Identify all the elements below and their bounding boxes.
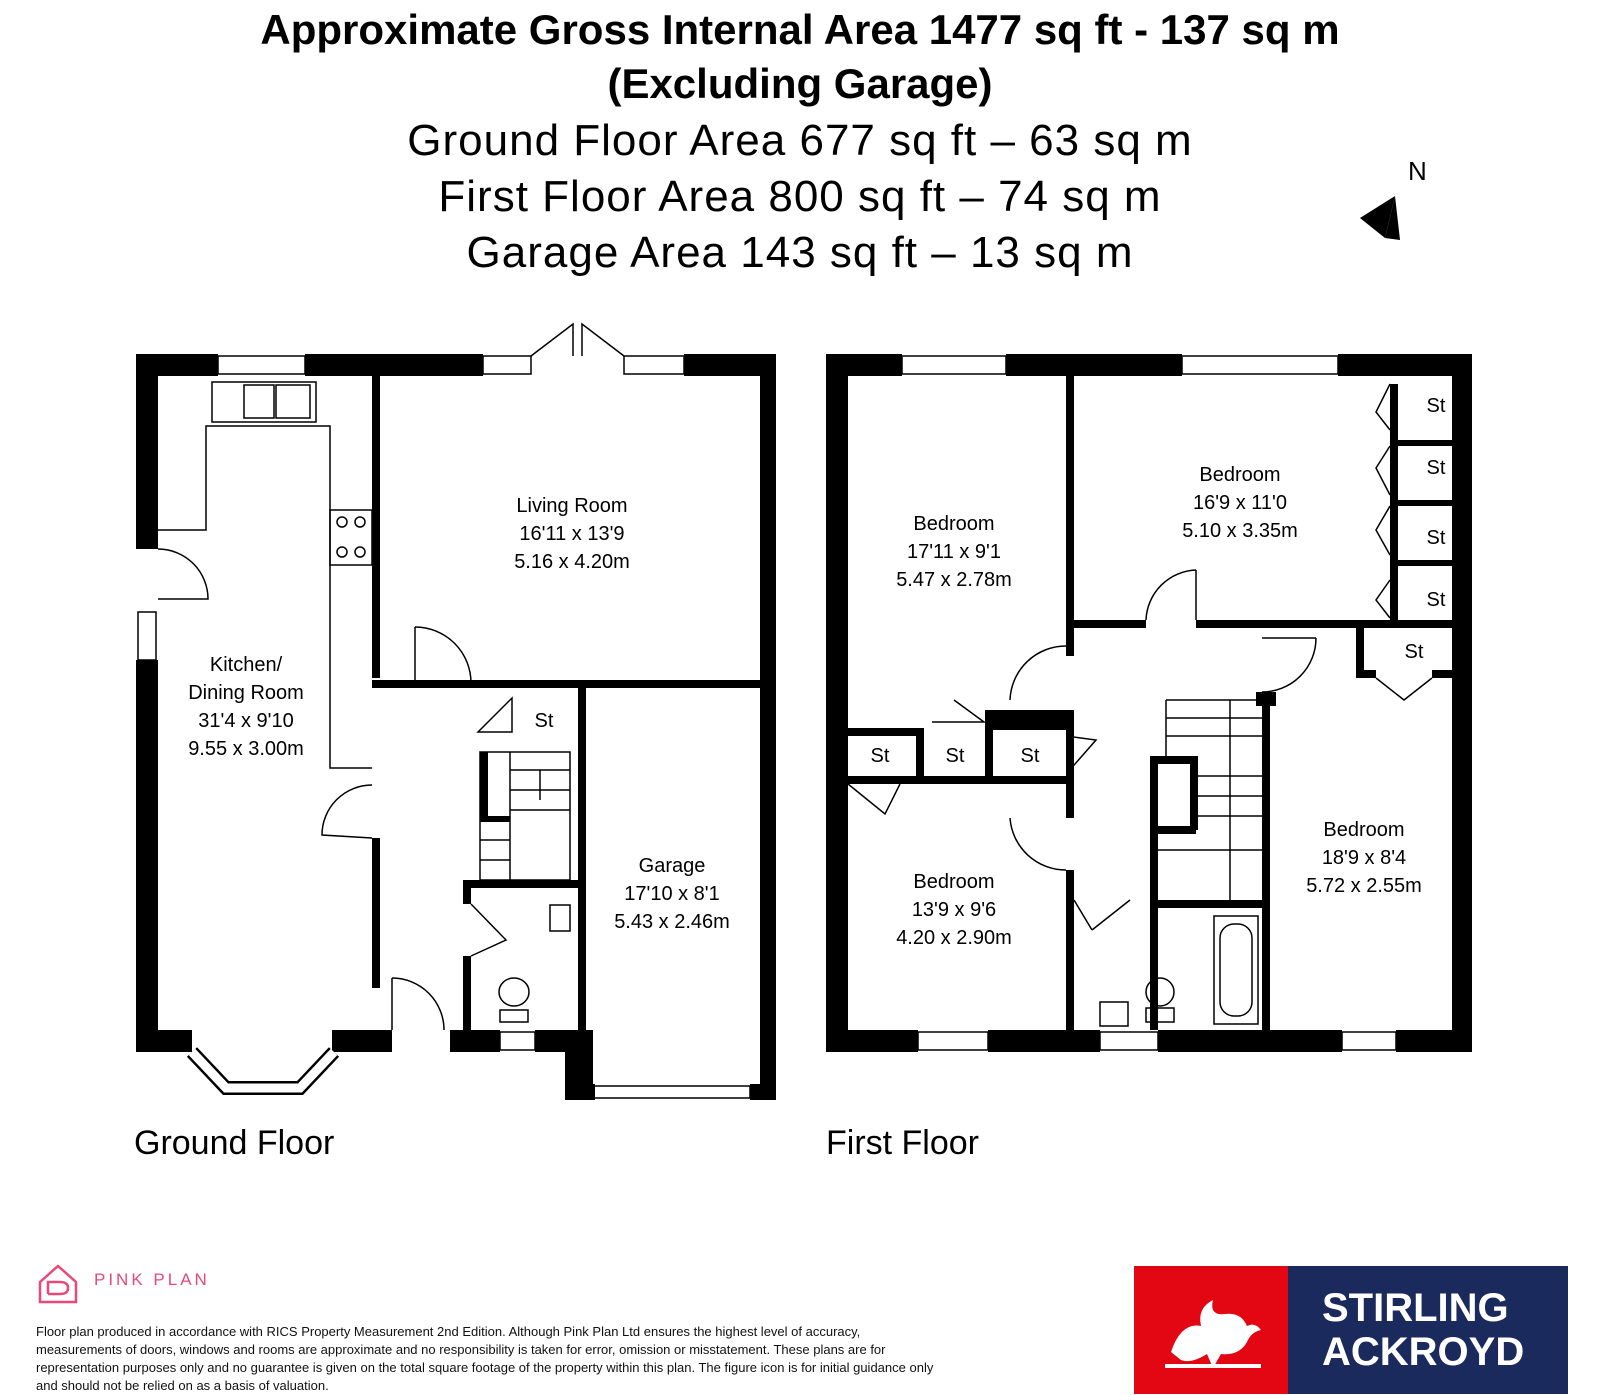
living-room-label xyxy=(514,495,630,573)
brand-line-1: STIRLING xyxy=(1322,1286,1509,1330)
garage-imperial: 17'10 x 8'1 xyxy=(624,883,720,905)
first-floor-area: First Floor Area 800 sq ft – 74 sq m xyxy=(438,172,1162,221)
area-subtitle: (Excluding Garage) xyxy=(607,60,993,107)
store-label: St xyxy=(1426,395,1446,417)
bedroom-2-label xyxy=(1182,464,1298,542)
ground-floor-area: Ground Floor Area 677 sq ft – 63 sq m xyxy=(407,116,1193,165)
bed2-metric: 5.10 x 3.35m xyxy=(1182,520,1298,542)
store-label: St xyxy=(1426,589,1446,611)
north-arrow-icon xyxy=(1360,156,1427,240)
ground-store-label: St xyxy=(534,710,554,732)
stirling-ackroyd-logo xyxy=(1134,1266,1568,1394)
living-imperial: 16'11 x 13'9 xyxy=(519,523,625,545)
store-label: St xyxy=(1426,457,1446,479)
area-title: Approximate Gross Internal Area 1477 sq ft - 137 sq m xyxy=(260,6,1340,53)
kitchen-name: Kitchen/ xyxy=(209,654,283,676)
griffin-icon xyxy=(1134,1266,1288,1394)
bedroom-3-label xyxy=(896,871,1012,949)
garage-area: Garage Area 143 sq ft – 13 sq m xyxy=(466,228,1134,277)
kitchen-label xyxy=(188,654,304,760)
bed4-name: Bedroom xyxy=(1323,819,1405,841)
bed1-metric: 5.47 x 2.78m xyxy=(896,569,1012,591)
bed2-name: Bedroom xyxy=(1199,464,1281,486)
bed1-imperial: 17'11 x 9'1 xyxy=(906,541,1002,563)
bedroom-1-label xyxy=(896,513,1012,591)
bedroom-4-label xyxy=(1306,819,1422,897)
store-label: St xyxy=(1404,641,1424,663)
bed3-name: Bedroom xyxy=(913,871,995,893)
garage-metric: 5.43 x 2.46m xyxy=(614,911,730,933)
living-metric: 5.16 x 4.20m xyxy=(514,551,630,573)
garage-label xyxy=(614,855,730,933)
brand-line-2: ACKROYD xyxy=(1322,1330,1525,1374)
bed1-name: Bedroom xyxy=(913,513,995,535)
kitchen-name-2: Dining Room xyxy=(188,682,304,704)
pink-plan-name: PINK PLAN xyxy=(94,1270,210,1289)
kitchen-metric: 9.55 x 3.00m xyxy=(188,738,304,760)
living-name: Living Room xyxy=(516,495,628,517)
bed3-metric: 4.20 x 2.90m xyxy=(896,927,1012,949)
pink-plan-logo-icon xyxy=(36,1262,80,1306)
store-label: St xyxy=(870,745,890,767)
compass-label: N xyxy=(1408,156,1427,186)
garage-name: Garage xyxy=(638,855,706,877)
bed4-metric: 5.72 x 2.55m xyxy=(1306,875,1422,897)
first-floor-caption: First Floor xyxy=(826,1124,979,1162)
ground-floor-caption: Ground Floor xyxy=(134,1124,335,1162)
bed2-imperial: 16'9 x 11'0 xyxy=(1192,492,1288,514)
store-label: St xyxy=(1020,745,1040,767)
store-label: St xyxy=(945,745,965,767)
store-label: St xyxy=(1426,527,1446,549)
bed3-imperial: 13'9 x 9'6 xyxy=(911,899,997,921)
disclaimer-text: Floor plan produced in accordance with RICS Property Measurement 2nd Edition. Although Pink Plan Ltd ensures the highest level of accuracy, measurements of doors, windows and rooms are approximate and no responsibility is taken for error, omission or misstatement. These plans are for representation purposes only and no guarantee is given on the total square footage of the property within this plan. The figure icon is for initial guidance only and should not be relied on as a basis of valuation. xyxy=(36,1324,934,1393)
kitchen-imperial: 31'4 x 9'10 xyxy=(198,710,294,732)
bed4-imperial: 18'9 x 8'4 xyxy=(1321,847,1407,869)
